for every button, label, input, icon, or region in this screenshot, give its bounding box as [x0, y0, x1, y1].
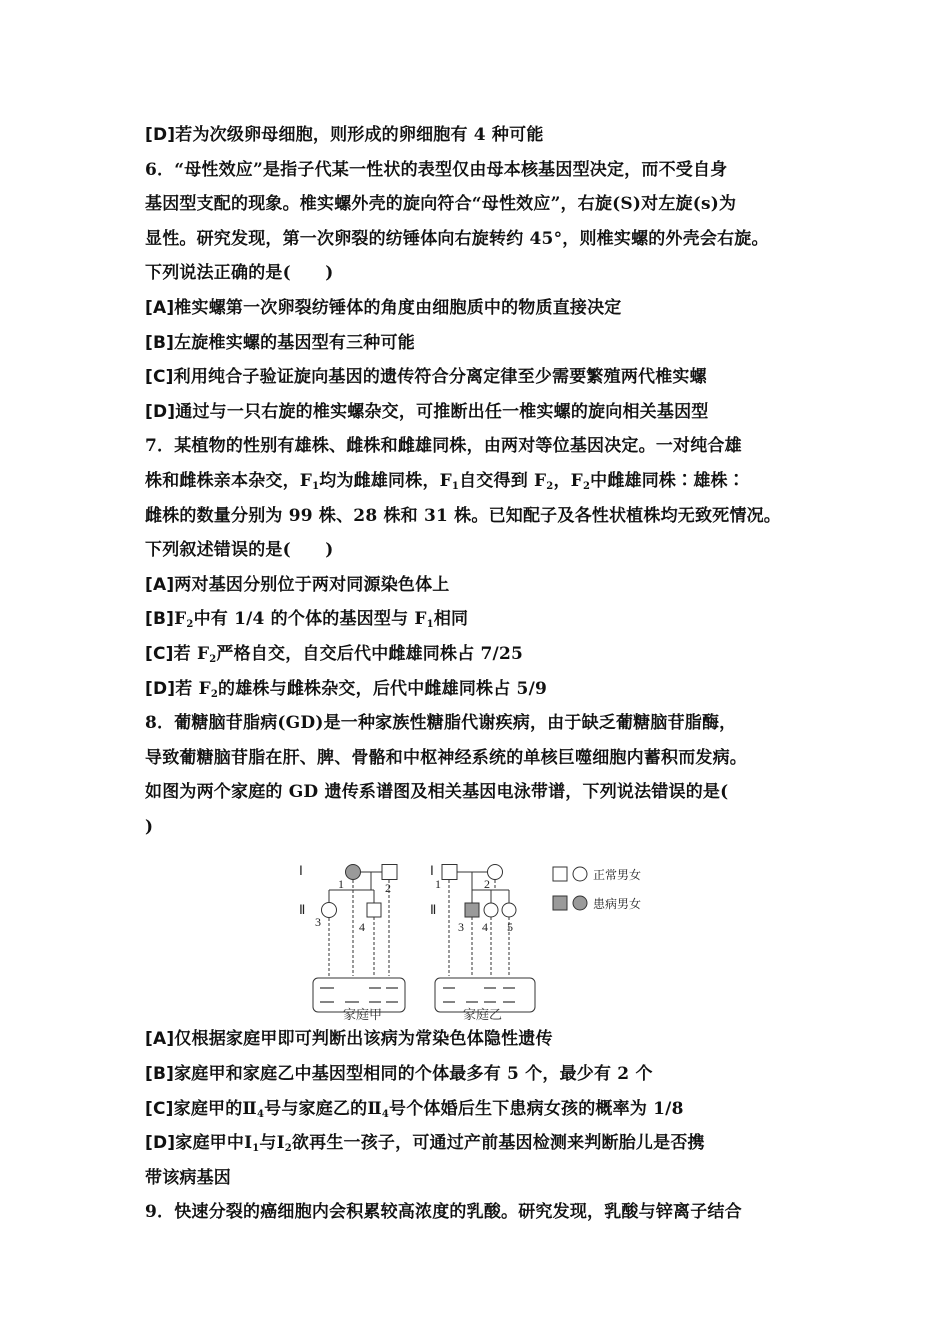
- q8-option-c: [C]家庭甲的$Ⅱ_4$号与家庭乙的$Ⅱ_4$号个体婚后生下患病女孩的概率为 1/8: [145, 1098, 684, 1120]
- fam-b-num-2: 2: [484, 877, 490, 892]
- q8-stem-line-2: 导致葡糖脑苷脂在肝、脾、骨骼和中枢神经系统的单核巨噬细胞内蓄积而发病。: [145, 747, 747, 768]
- legend-normal-female-icon: [573, 867, 587, 881]
- q9-stem-line-1: 9．快速分裂的癌细胞内会积累较高浓度的乳酸。研究发现，乳酸与锌离子结合: [145, 1202, 742, 1223]
- document-page: [145, 118, 825, 1230]
- fam-b-num-1: 1: [435, 877, 441, 892]
- q6-stem-line-1: 6．“母性效应”是指子代某一性状的表型仅由母本核基因型决定，而不受自身: [145, 159, 728, 180]
- fam-b-num-4: 4: [482, 920, 488, 935]
- legend-affected-female-icon: [573, 896, 587, 910]
- q8-option-a: [A]仅根据家庭甲即可判断出该病为常染色体隐性遗传: [145, 1029, 553, 1050]
- q6-option-d: [D]通过与一只右旋的椎实螺杂交，可推断出任一椎实螺的旋向相关基因型: [145, 401, 709, 422]
- q7-stem-line-2: 株和雌株亲本杂交，$F_1$均为雌雄同株，$F_1$自交得到 $F_2$，$F_2$中雌雄同株∶雄株∶: [145, 470, 745, 492]
- q8-stem-line-3: 如图为两个家庭的 GD 遗传系谱图及相关基因电泳带谱，下列说法错误的是(: [145, 782, 729, 803]
- legend-normal-label: 正常男女: [593, 868, 642, 883]
- gen-label-ii-a: Ⅱ: [299, 902, 306, 918]
- q8-stem-line-4: ): [145, 816, 154, 837]
- fam-b-num-3: 3: [458, 920, 464, 935]
- fam-a-num-2: 2: [385, 881, 391, 896]
- fam-a-ii3-normal-female: [322, 903, 337, 918]
- q7-option-d: [D]若 $F_2$的雄株与雌株杂交，后代中雌雄同株占 5/9: [145, 678, 548, 700]
- q6-stem-line-3: 显性。研究发现，第一次卵裂的纺锤体向右旋转约 45°，则椎实螺的外壳会右旋。: [145, 228, 769, 249]
- gen-label-i-a: Ⅰ: [299, 863, 303, 879]
- gen-label-i-b: Ⅰ: [430, 863, 434, 879]
- q8-stem-line-1: 8．葡糖脑苷脂病(GD)是一种家族性糖脂代谢疾病，由于缺乏葡糖脑苷脂酶，: [145, 713, 737, 734]
- family-a-caption: 家庭甲: [343, 1008, 383, 1024]
- fam-a-num-4: 4: [359, 920, 365, 935]
- fam-a-i2-normal-male: [382, 865, 397, 880]
- q5-option-d: [D]若为次级卵母细胞，则形成的卵细胞有 4 种可能: [145, 125, 544, 145]
- q6-option-b: [B]左旋椎实螺的基因型有三种可能: [145, 332, 415, 353]
- fam-a-num-3: 3: [315, 915, 321, 930]
- q8-option-d-line-2: 带该病基因: [145, 1167, 231, 1188]
- legend-affected-male-icon: [553, 896, 567, 910]
- q6-stem-line-2: 基因型支配的现象。椎实螺外壳的旋向符合“母性效应”，右旋(S)对左旋(s)为: [145, 194, 737, 215]
- legend-normal-male-icon: [553, 867, 567, 881]
- fam-a-num-1: 1: [338, 877, 344, 892]
- q8-option-b: [B]家庭甲和家庭乙中基因型相同的个体最多有 5 个，最少有 2 个: [145, 1064, 653, 1085]
- q8-option-d: [D]家庭甲中$Ⅰ_1$与$Ⅰ_2$欲再生一孩子，可通过产前基因检测来判断胎儿是否携: [145, 1133, 705, 1155]
- q6-option-c: [C]利用纯合子验证旋向基因的遗传符合分离定律至少需要繁殖两代椎实螺: [145, 367, 707, 388]
- q7-option-a: [A]两对基因分别位于两对同源染色体上: [145, 574, 450, 595]
- fam-a-ii4-normal-male: [367, 903, 381, 917]
- fam-b-ii4-normal-female: [484, 903, 498, 917]
- fam-b-i1-normal-male: [442, 865, 457, 880]
- legend-affected-label: 患病男女: [593, 897, 642, 912]
- fam-a-i1-affected-female: [346, 865, 361, 880]
- gen-label-ii-b: Ⅱ: [430, 902, 437, 918]
- family-b-caption: 家庭乙: [463, 1008, 503, 1024]
- pedigree-diagram: [285, 848, 665, 1018]
- fam-b-ii3-affected-male: [465, 903, 479, 917]
- q7-stem-line-3: 雌株的数量分别为 99 株、28 株和 31 株。已知配子及各性状植株均无致死情况。: [145, 505, 781, 526]
- q7-option-b: $[B]F_2$中有 1/4 的个体的基因型与 $F_1$相同: [145, 609, 469, 631]
- q7-stem-line-4: 下列叙述错误的是( ): [145, 540, 334, 561]
- q6-option-a: [A]椎实螺第一次卵裂纺锤体的角度由细胞质中的物质直接决定: [145, 297, 622, 318]
- fam-b-num-5: 5: [507, 920, 513, 935]
- q7-stem-line-1: 7．某植物的性别有雄株、雌株和雌雄同株，由两对等位基因决定。一对纯合雄: [145, 436, 742, 457]
- q6-stem-line-4: 下列说法正确的是( ): [145, 263, 334, 284]
- fam-b-ii5-normal-female: [502, 903, 516, 917]
- pedigree-figure: [145, 844, 825, 1022]
- q7-option-c: [C]若 $F_2$严格自交，自交后代中雌雄同株占 7/25: [145, 643, 524, 665]
